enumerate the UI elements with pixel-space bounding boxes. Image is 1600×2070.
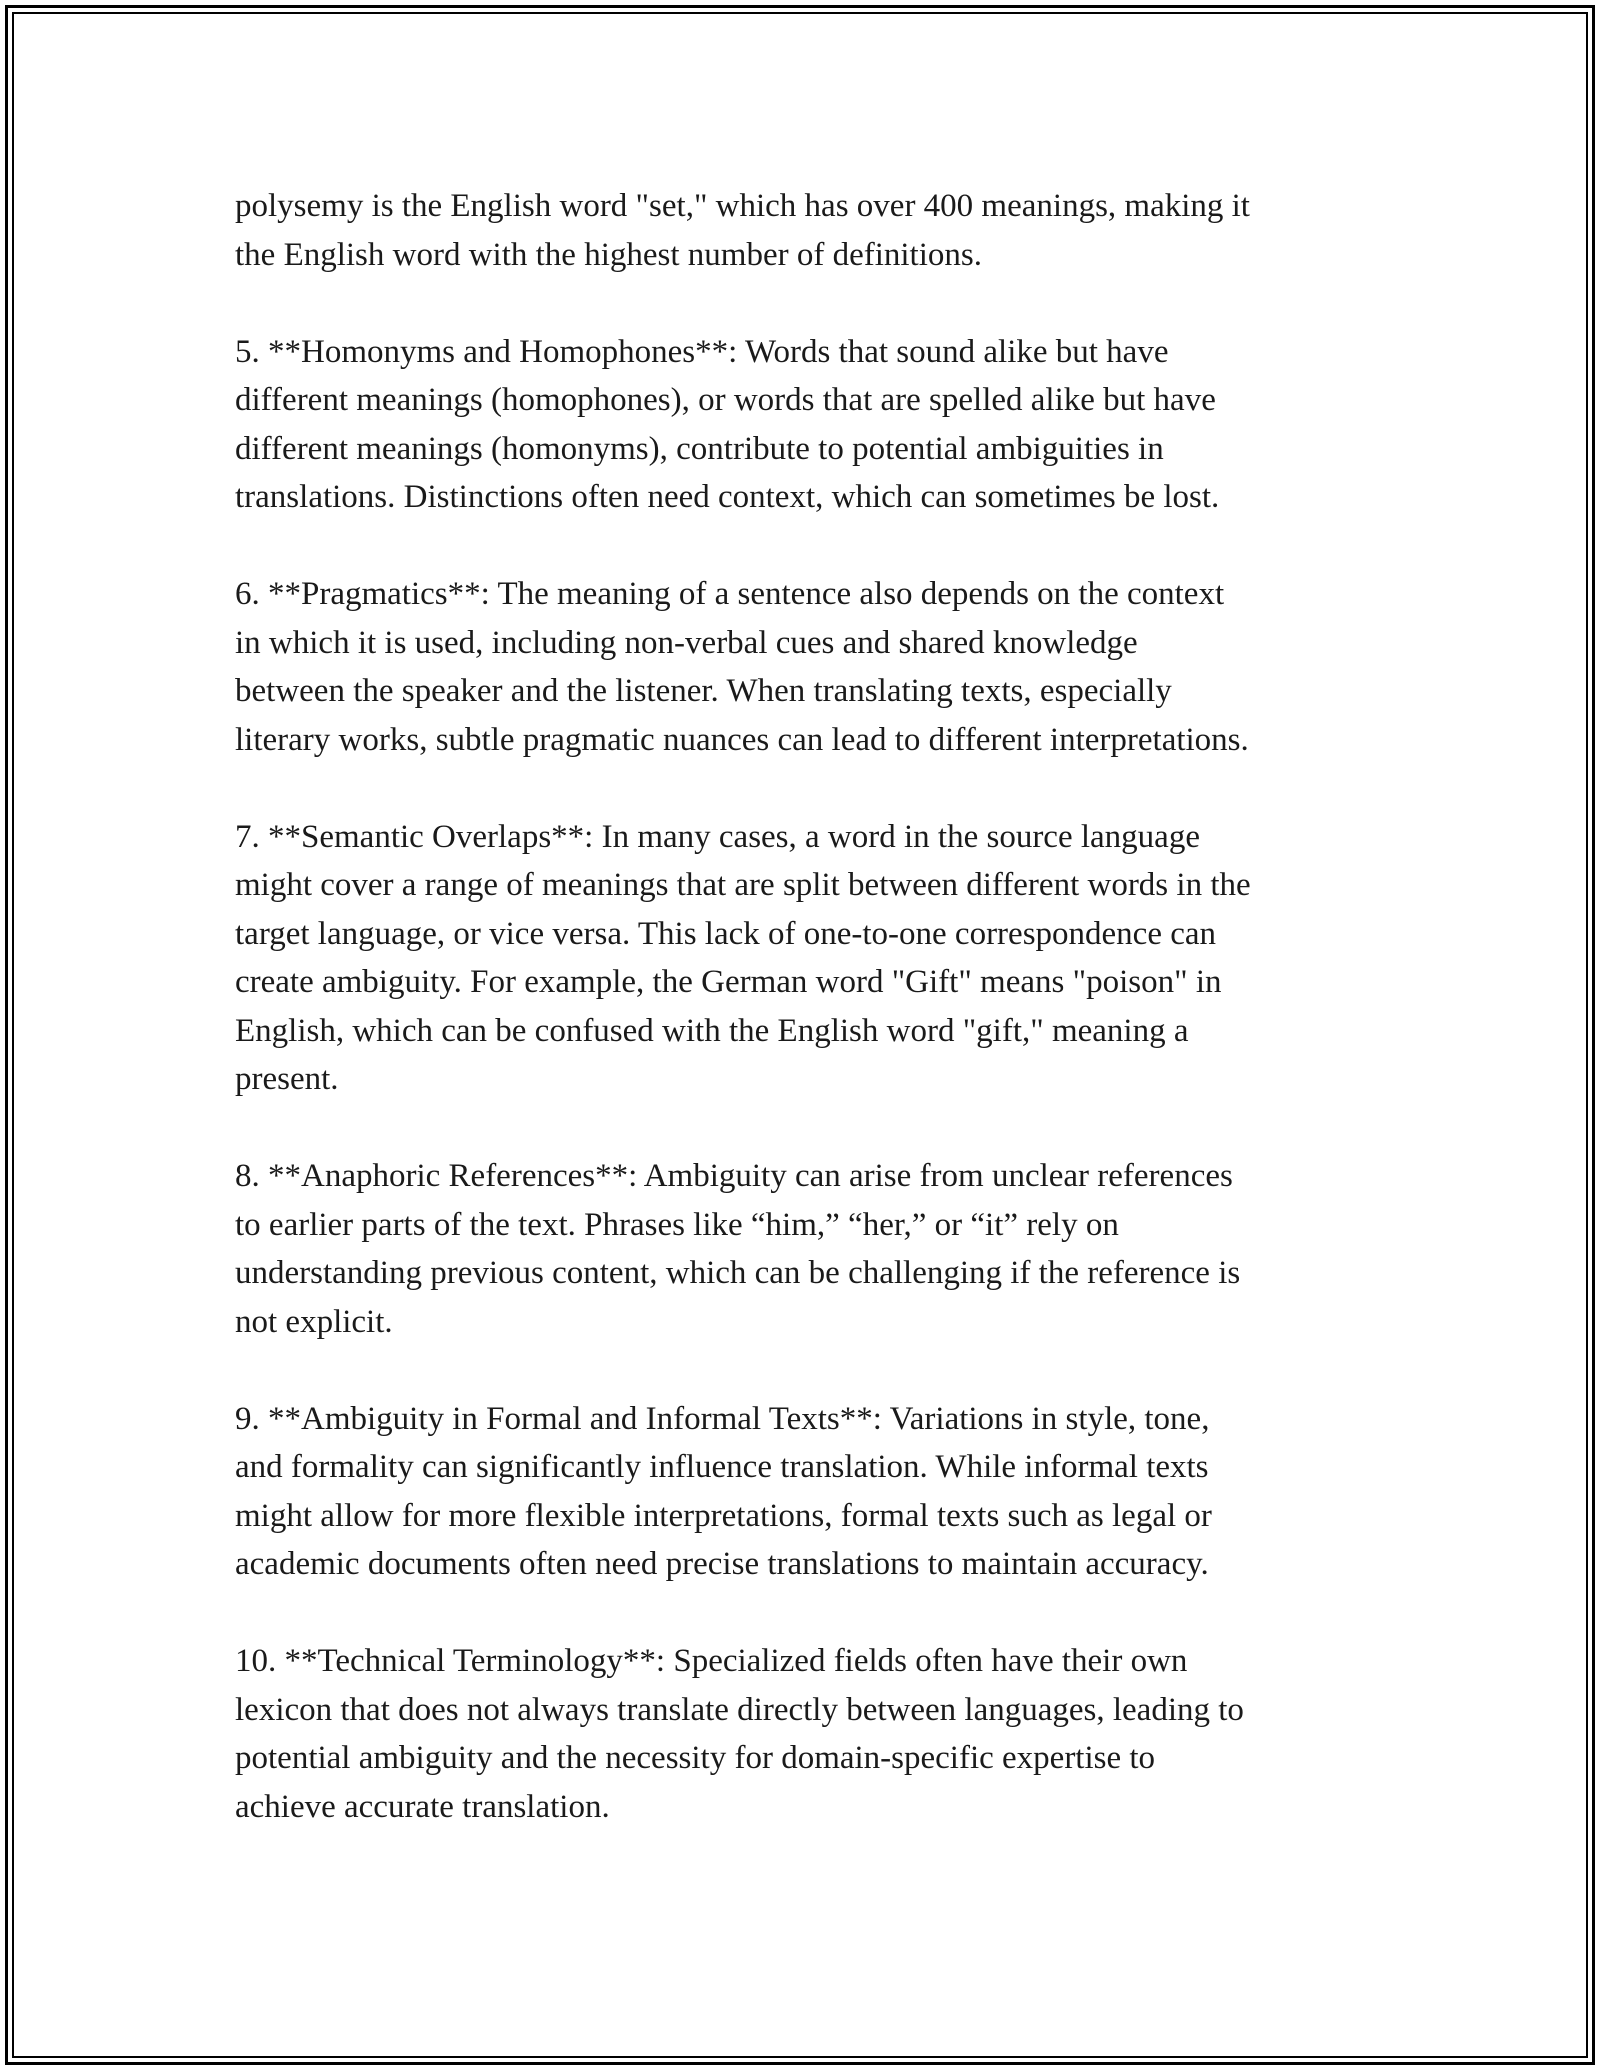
paragraph-semantic-overlaps: 7. **Semantic Overlaps**: In many cases, a word in the source language might cover a range of meanings that are split between different words in the target language, or vice versa. This lack of one-to-one correspondence can create ambiguity. For example, the German word "Gift" means "poison" in English, which can be confused with the English word "gift," meaning a present. <box>235 818 1251 1097</box>
document-body <box>235 182 1375 1880</box>
paragraph-formal-informal-texts: 9. **Ambiguity in Formal and Informal Texts**: Variations in style, tone, and formality can significantly influence translation. While informal texts might allow for more flexible interpretations, formal texts such as legal or academic documents often need precise translations to maintain accuracy. <box>235 1400 1212 1582</box>
paragraph-technical-terminology: 10. **Technical Terminology**: Specialized fields often have their own lexicon that does not always translate directly between languages, leading to potential ambiguity and the necessity for domain-specific expertise to achieve accurate translation. <box>235 1643 1244 1825</box>
paragraph-pragmatics: 6. **Pragmatics**: The meaning of a sentence also depends on the context in which it is used, including non-verbal cues and shared knowledge between the speaker and the listener. When translating texts, especially literary works, subtle pragmatic nuances can lead to different interpretations. <box>235 576 1249 758</box>
paragraph-homonyms-homophones: 5. **Homonyms and Homophones**: Words that sound alike but have different meanings (homophones), or words that are spelled alike but have different meanings (homonyms), contribute to potential ambiguities in translations. Distinctions often need context, which can sometimes be lost. <box>235 333 1220 515</box>
paragraph-polysemy-continuation: polysemy is the English word "set," which has over 400 meanings, making it the English word with the highest number of definitions. <box>235 188 1250 273</box>
paragraph-anaphoric-references: 8. **Anaphoric References**: Ambiguity can arise from unclear references to earlier parts of the text. Phrases like “him,” “her,” or “it” rely on understanding previous content, which can be challenging if the reference is not explicit. <box>235 1158 1241 1340</box>
